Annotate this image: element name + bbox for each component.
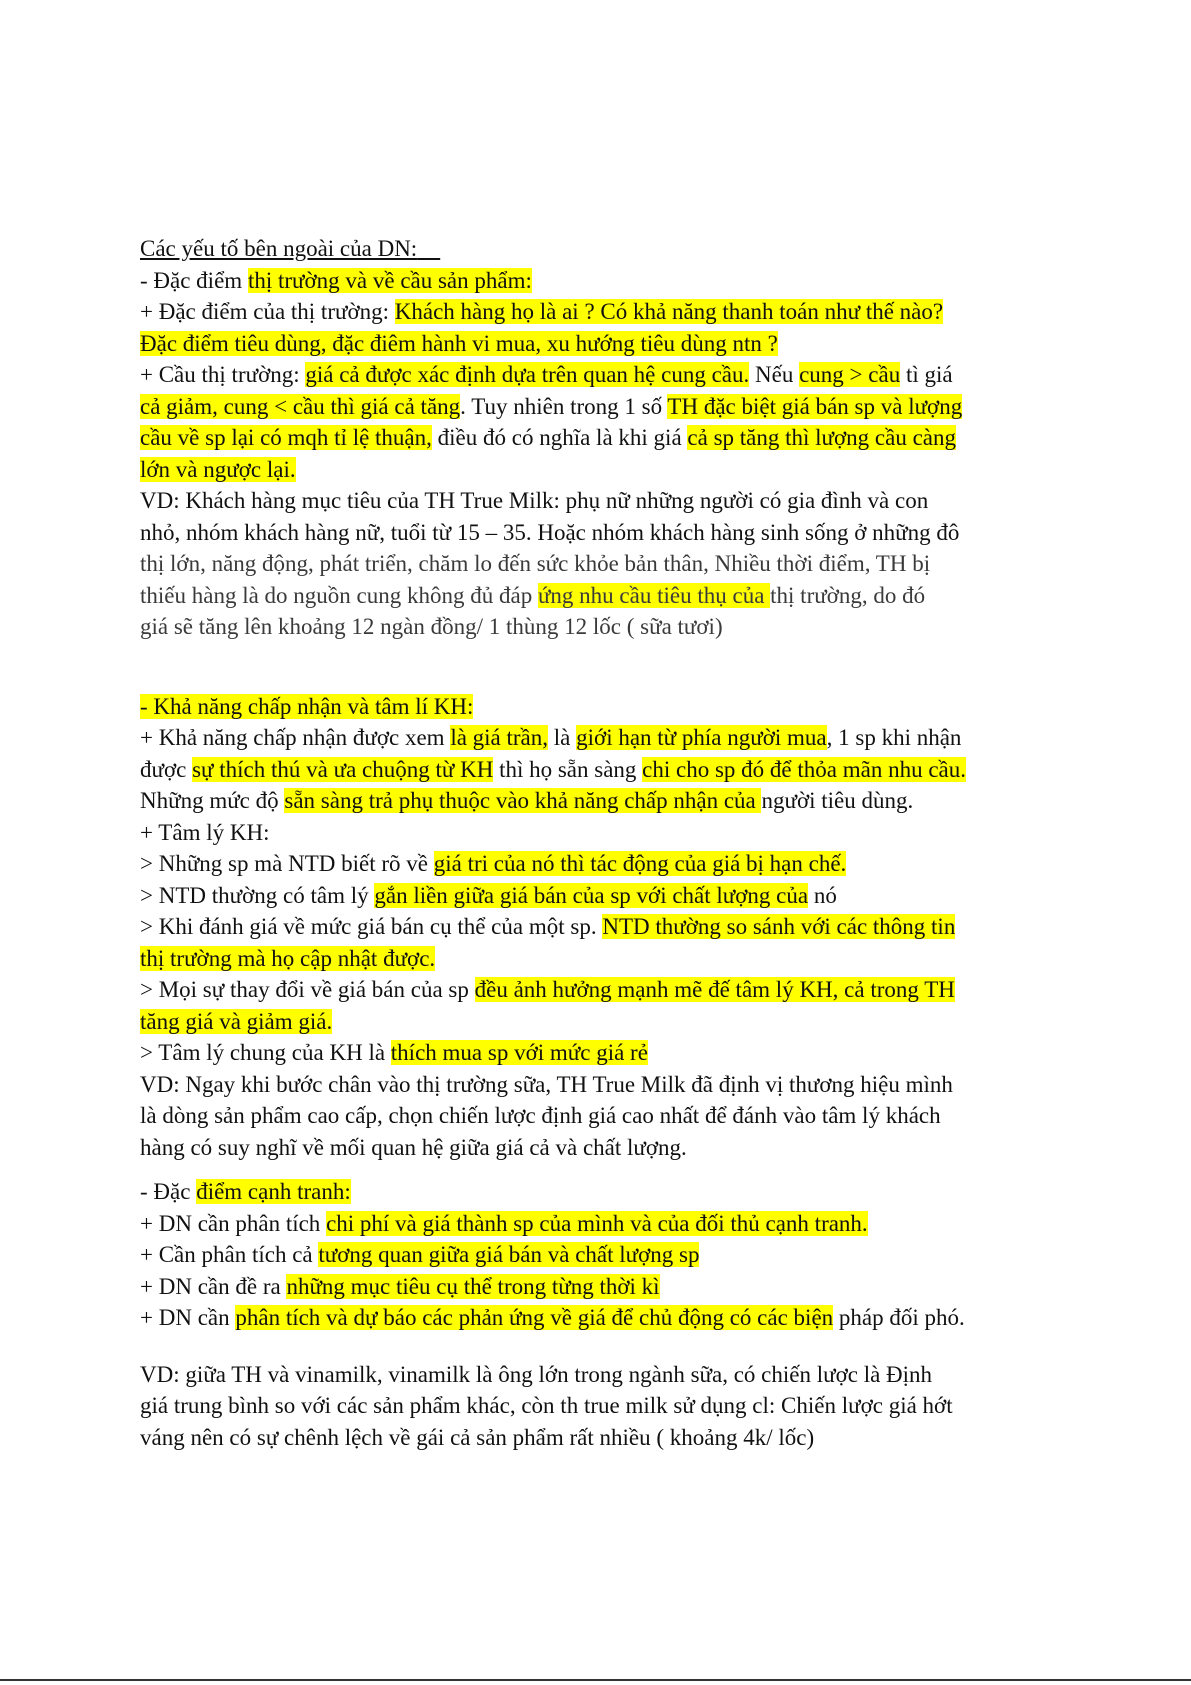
- s2-line: > Khi đánh giá về mức giá bán cụ thể của một sp. NTD thường so sánh với các thông tin: [140, 914, 956, 939]
- s1-line: cầu về sp lại có mqh tỉ lệ thuận, điều đó có nghĩa là khi giá cả sp tăng thì lượng cầu càng: [140, 425, 957, 450]
- s2-line: + Khả năng chấp nhận được xem là giá trần, là giới hạn từ phía người mua, 1 sp khi nhận: [140, 725, 962, 750]
- s2-line: được sự thích thú và ưa chuộng từ KH thì họ sẵn sàng chi cho sp đó để thỏa mãn nhu cầu.: [140, 756, 967, 782]
- s3-example: váng nên có sự chênh lệch về gái cả sản phẩm rất nhiều ( khoảng 4k/ lốc): [140, 1424, 815, 1450]
- s1-example: VD: Khách hàng mục tiêu của TH True Milk: phụ nữ những người có gia đình và con: [140, 488, 929, 513]
- spacer: [140, 1334, 1070, 1359]
- doc-title: Các yếu tố bên ngoài của DN:: [140, 236, 418, 261]
- s2-line: + Tâm lý KH:: [140, 819, 270, 845]
- s3-example: giá trung bình so với các sản phẩm khác, còn th true milk sử dụng cl: Chiến lược giá hớt: [140, 1393, 953, 1418]
- s1-line: + Cầu thị trường: giá cả được xác định dựa trên quan hệ cung cầu. Nếu cung > cầu tì giá: [140, 362, 953, 387]
- s1-example: thiếu hàng là do nguồn cung không đủ đáp ứng nhu cầu tiêu thụ của thị trường, do đó: [140, 582, 926, 608]
- s1-line: Đặc điểm tiêu dùng, đặc điêm hành vi mua, xu hướng tiêu dùng ntn ?: [140, 330, 778, 356]
- s3-line: + Cần phân tích cả tương quan giữa giá bán và chất lượng sp: [140, 1242, 700, 1267]
- s2-line: > NTD thường có tâm lý gắn liền giữa giá bán của sp với chất lượng của nó: [140, 882, 837, 908]
- s1-example: giá sẽ tăng lên khoảng 12 ngàn đồng/ 1 thùng 12 lốc ( sữa tươi): [140, 614, 723, 639]
- page-bottom-rule: [0, 1679, 1191, 1681]
- s3-line: + DN cần phân tích và dự báo các phản ứng về giá để chủ động có các biện pháp đối phó.: [140, 1305, 965, 1330]
- s1-line: lớn và ngược lại.: [140, 456, 296, 482]
- s2-line: > Tâm lý chung của KH là thích mua sp với mức giá rẻ: [140, 1040, 648, 1065]
- spacer: [140, 1163, 1070, 1176]
- s1-example: nhỏ, nhóm khách hàng nữ, tuổi từ 15 – 35. Hoặc nhóm khách hàng sinh sống ở những đô: [140, 519, 960, 545]
- s2-example: hàng có suy nghĩ về mối quan hệ giữa giá cả và chất lượng.: [140, 1134, 687, 1160]
- document-body: [140, 233, 1070, 1453]
- s2-line: > Những sp mà NTD biết rõ về giá tri của nó thì tác động của giá bị hạn chế.: [140, 851, 847, 876]
- s2-example: là dòng sản phẩm cao cấp, chọn chiến lược định giá cao nhất để đánh vào tâm lý khách: [140, 1103, 941, 1128]
- s1-line: + Đặc điểm của thị trường: Khách hàng họ là ai ? Có khả năng thanh toán như thế nào?: [140, 299, 944, 324]
- s3-line: + DN cần đề ra những mục tiêu cụ thể trong từng thời kì: [140, 1273, 660, 1299]
- s1-line: cả giảm, cung < cầu thì giá cả tăng. Tuy nhiên trong 1 số TH đặc biệt giá bán sp và lượng: [140, 393, 963, 419]
- s1-example: thị lớn, năng động, phát triển, chăm lo đến sức khỏe bản thân, Nhiều thời điểm, TH bị: [140, 551, 931, 576]
- s3-line: + DN cần phân tích chi phí và giá thành sp của mình và của đối thủ cạnh tranh.: [140, 1210, 868, 1236]
- s2-heading: - Khả năng chấp nhận và tâm lí KH:: [140, 693, 474, 719]
- s1-heading: - Đặc điểm thị trường và về cầu sản phẩm:: [140, 267, 532, 293]
- s2-line: > Mọi sự thay đổi về giá bán của sp đều ảnh hưởng mạnh mẽ đế tâm lý KH, cả trong TH: [140, 977, 955, 1002]
- spacer: [140, 643, 1070, 691]
- s2-line: thị trường mà họ cập nhật được.: [140, 945, 436, 971]
- s2-line: Những mức độ sẵn sàng trả phụ thuộc vào khả năng chấp nhận của người tiêu dùng.: [140, 788, 914, 813]
- s3-heading: - Đặc điểm cạnh tranh:: [140, 1179, 351, 1204]
- s3-example: VD: giữa TH và vinamilk, vinamilk là ông lớn trong ngành sữa, có chiến lược là Định: [140, 1361, 933, 1387]
- s2-line: tăng giá và giảm giá.: [140, 1008, 333, 1034]
- s2-example: VD: Ngay khi bước chân vào thị trường sữa, TH True Milk đã định vị thương hiệu mình: [140, 1071, 953, 1097]
